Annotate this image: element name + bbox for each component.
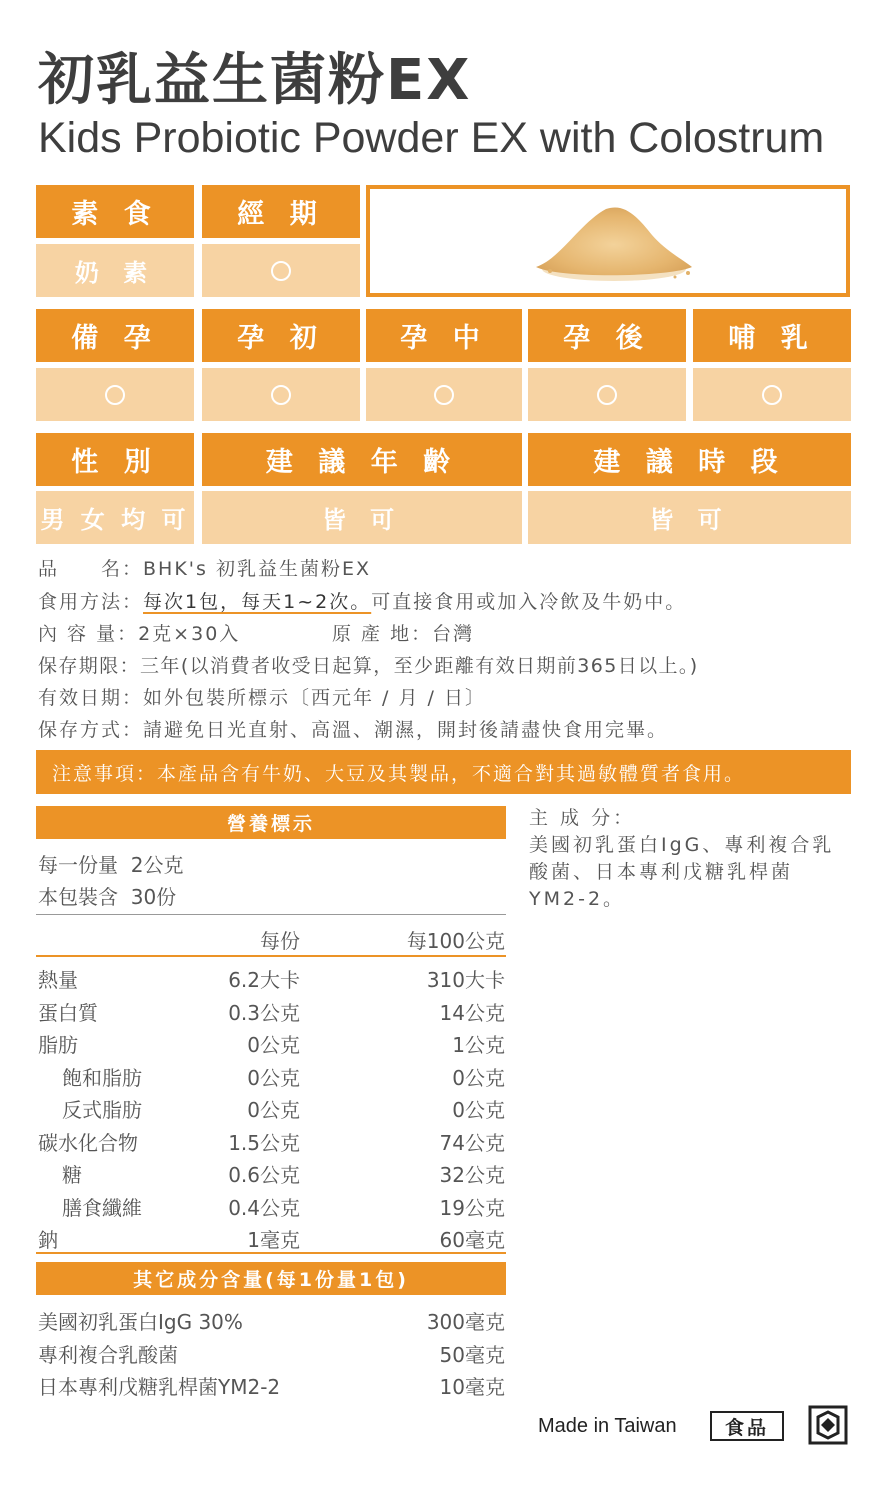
- info-content-label: 內 容 量：: [38, 623, 139, 645]
- nutrient-per-serving: 6.2大卡: [228, 968, 300, 992]
- stage-label-nursing: 哺 乳: [693, 309, 851, 362]
- info-origin-value: 台灣: [432, 623, 475, 645]
- nutrient-per-100g: 19公克: [439, 1195, 505, 1220]
- nutrient-per-serving: 1.5公克: [228, 1130, 300, 1155]
- info-origin-label: 原 產 地：: [332, 623, 433, 645]
- other-ingredient-amount: 50毫克: [439, 1342, 505, 1367]
- info-storage: [38, 715, 668, 742]
- nutrient-name: 蛋白質: [38, 1000, 98, 1025]
- info-storage-label: 保存方式：: [38, 719, 144, 741]
- nutrient-per-100g: 1公克: [452, 1033, 505, 1057]
- diet-label: 素 食: [36, 185, 194, 238]
- nutrient-per-100g: 310大卡: [426, 968, 505, 992]
- circle-mark-icon: [597, 385, 617, 405]
- serving-size-value: 2公克: [130, 853, 184, 877]
- stage-label-early: 孕 初: [202, 309, 360, 362]
- gender-label: 性 別: [36, 433, 194, 486]
- info-shelf-label: 保存期限：: [38, 655, 141, 677]
- product-title-zh: 初乳益生菌粉EX: [38, 48, 472, 113]
- powder-pile-image: [370, 189, 846, 293]
- nutrient-per-100g: 32公克: [439, 1163, 505, 1187]
- nutrient-per-100g: 0公克: [452, 1065, 505, 1090]
- info-usage-highlight: 每次1包，每天1~2次。: [143, 591, 372, 613]
- circle-mark-icon: [105, 385, 125, 405]
- info-storage-value: 請避免日光直射、高溫、潮濕，開封後請盡快食用完畢。: [143, 719, 669, 741]
- nutrient-per-serving: 1毫克: [247, 1228, 300, 1252]
- nutrient-name: 鈉: [38, 1228, 58, 1252]
- info-expiry-value: 如外包裝所標示〔西元年 / 月 / 日〕: [143, 687, 486, 709]
- recycle-icon: [808, 1405, 848, 1445]
- servings-value: 30份: [130, 885, 177, 909]
- info-usage-label: 食用方法：: [38, 591, 144, 613]
- diet-value: 奶 素: [36, 244, 194, 297]
- stage-label-late: 孕 後: [528, 309, 686, 362]
- info-shelf: [38, 651, 699, 678]
- nutrient-per-serving: 0.6公克: [228, 1163, 300, 1187]
- circle-mark-icon: [271, 385, 291, 405]
- other-ingredients-title: 其它成分含量(每1份量1包): [36, 1262, 506, 1295]
- product-title-en: Kids Probiotic Powder EX with Colostrum: [38, 114, 825, 162]
- info-name: [38, 554, 371, 581]
- nutrient-per-100g: 60毫克: [439, 1228, 505, 1252]
- other-ingredient-name: 日本專利戊糖乳桿菌YM2-2: [38, 1375, 281, 1399]
- col-header-per-100g: 每100公克: [406, 929, 505, 953]
- age-label: 建 議 年 齡: [202, 433, 522, 486]
- allergy-notice: 注意事項：本產品含有牛奶、大豆及其製品，不適合對其過敏體質者食用。: [36, 750, 851, 794]
- info-expiry-label: 有效日期：: [38, 687, 144, 709]
- divider: [36, 914, 506, 915]
- info-usage: [38, 587, 686, 614]
- stage-value-mid: [366, 368, 522, 421]
- gender-value: 男 女 均 可: [36, 491, 194, 544]
- nutrition-title: 營養標示: [36, 806, 506, 839]
- age-value: 皆 可: [202, 491, 522, 544]
- time-label: 建 議 時 段: [528, 433, 851, 486]
- nutrient-per-100g: 0公克: [452, 1098, 505, 1122]
- nutrient-per-serving: 0公克: [247, 1033, 300, 1057]
- nutrient-name: 脂肪: [38, 1033, 78, 1057]
- circle-mark-icon: [434, 385, 454, 405]
- main-ingredients-text: 美國初乳蛋白IgG、專利複合乳酸菌、日本專利戊糖乳桿菌YM2-2。: [529, 834, 835, 910]
- period-value: [202, 244, 360, 297]
- nutrient-per-serving: 0.4公克: [228, 1195, 300, 1220]
- nutrient-per-100g: 14公克: [439, 1000, 505, 1025]
- col-header-per-serving: 每份: [260, 929, 300, 953]
- other-ingredient-amount: 10毫克: [439, 1375, 505, 1399]
- serving-size: [38, 849, 183, 878]
- info-name-label: 品 名：: [38, 558, 144, 580]
- circle-mark-icon: [271, 261, 291, 281]
- nutrient-per-100g: 74公克: [439, 1130, 505, 1155]
- info-origin: [332, 619, 474, 646]
- nutrient-name: 膳食纖維: [62, 1195, 142, 1220]
- info-expiry: [38, 683, 486, 710]
- nutrient-per-serving: 0公克: [247, 1098, 300, 1122]
- food-label-box: 食品: [710, 1411, 784, 1441]
- servings-per-pack: [38, 881, 176, 910]
- nutrient-name: 熱量: [38, 968, 78, 992]
- nutrient-name: 碳水化合物: [38, 1130, 138, 1155]
- main-ingredients: [529, 805, 851, 913]
- info-name-value: BHK's 初乳益生菌粉EX: [143, 558, 371, 580]
- stage-value-prepregnancy: [36, 368, 194, 421]
- nutrient-name: 反式脂肪: [62, 1098, 142, 1122]
- other-ingredient-amount: 300毫克: [426, 1310, 505, 1334]
- circle-mark-icon: [762, 385, 782, 405]
- info-content-value: 2克×30入: [138, 623, 241, 645]
- stage-value-early: [202, 368, 360, 421]
- info-shelf-value: 三年(以消費者收受日起算，至少距離有效日期前365日以上。): [140, 655, 699, 677]
- stage-value-late: [528, 368, 686, 421]
- serving-size-label: 每一份量: [38, 853, 118, 877]
- other-ingredient-name: 專利複合乳酸菌: [38, 1342, 178, 1367]
- nutrient-name: 飽和脂肪: [62, 1065, 142, 1090]
- time-value: 皆 可: [528, 491, 851, 544]
- nutrient-name: 糖: [62, 1163, 82, 1187]
- stage-label-mid: 孕 中: [366, 309, 522, 362]
- stage-value-nursing: [693, 368, 851, 421]
- product-photo-frame: [366, 185, 850, 297]
- divider: [36, 1252, 506, 1254]
- main-ingredients-label: 主 成 分：: [529, 807, 636, 829]
- made-in-taiwan: Made in Taiwan: [538, 1415, 677, 1437]
- nutrient-per-serving: 0公克: [247, 1065, 300, 1090]
- period-label: 經 期: [202, 185, 360, 238]
- stage-label-prepregnancy: 備 孕: [36, 309, 194, 362]
- nutrient-per-serving: 0.3公克: [228, 1000, 300, 1025]
- info-usage-rest: 可直接食用或加入冷飲及牛奶中。: [371, 591, 687, 613]
- info-content: [38, 619, 240, 646]
- servings-label: 本包裝含: [38, 885, 118, 909]
- other-ingredient-name: 美國初乳蛋白IgG 30%: [38, 1310, 243, 1334]
- divider: [36, 955, 506, 957]
